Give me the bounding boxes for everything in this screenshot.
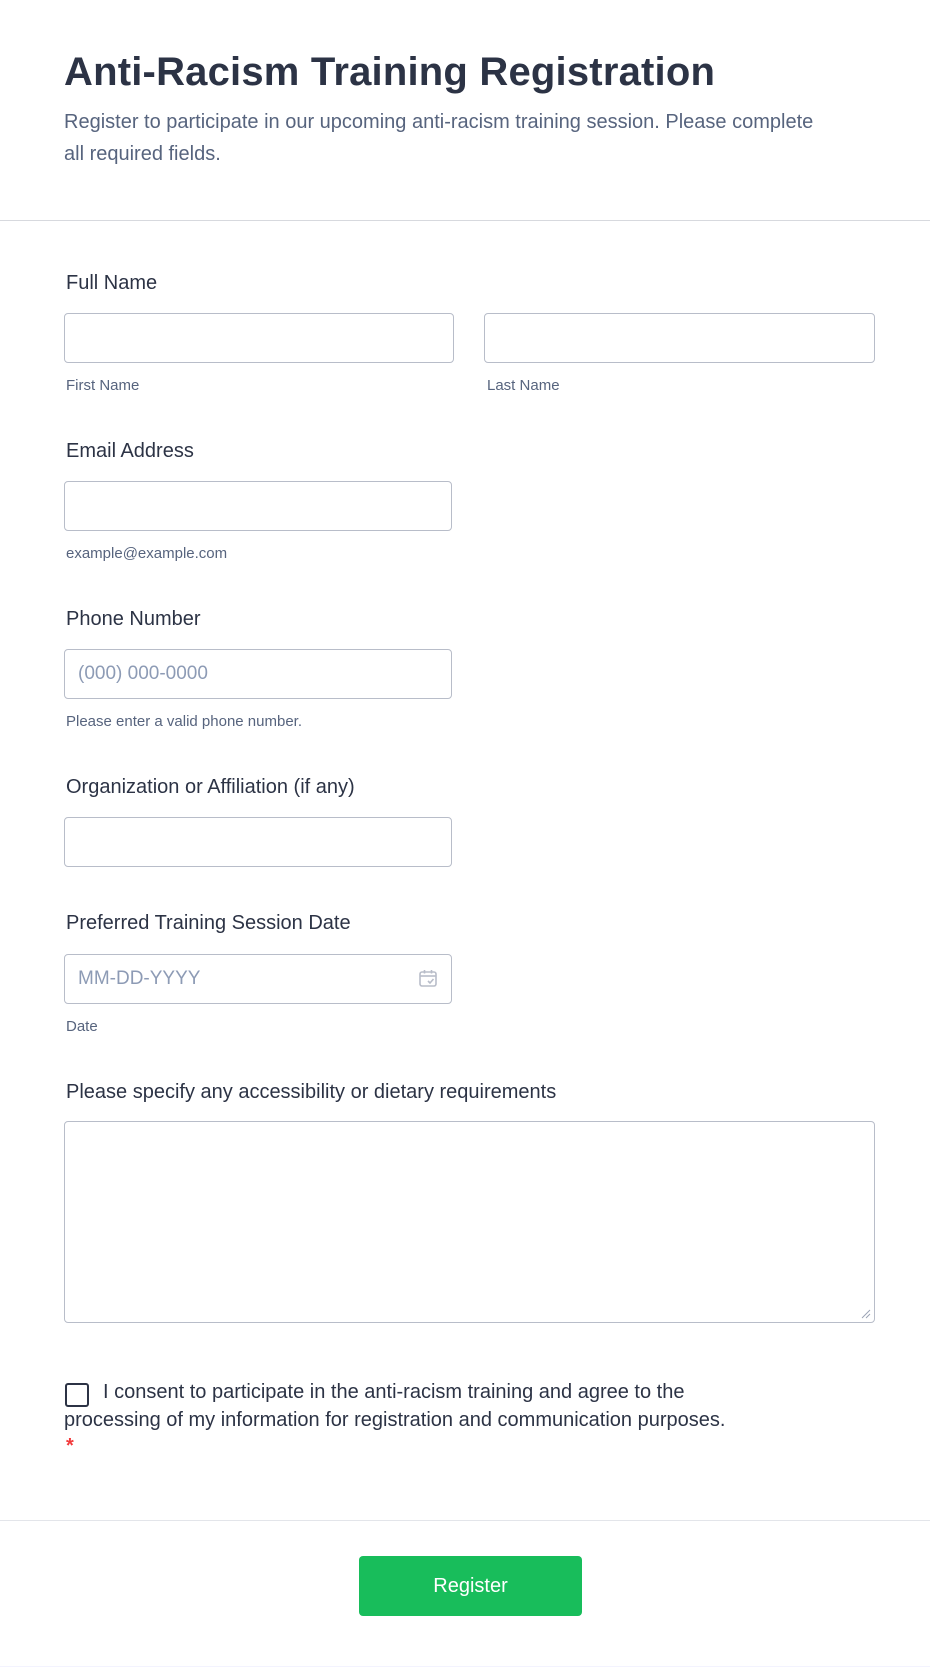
phone-label: Phone Number [66,608,201,630]
register-button[interactable]: Register [359,1556,582,1616]
required-asterisk: * [66,1435,74,1457]
session-date-label: Preferred Training Session Date [66,912,351,934]
email-sublabel: example@example.com [66,545,228,562]
email-label: Email Address [66,440,194,462]
last-name-sublabel: Last Name [487,377,560,394]
requirements-label: Please specify any accessibility or dietary requirements [66,1081,557,1103]
organization-input[interactable] [64,817,452,867]
session-date-input[interactable] [64,954,452,1004]
first-name-input[interactable] [64,313,454,363]
phone-sublabel: Please enter a valid phone number. [66,713,302,730]
requirements-textarea[interactable] [64,1121,875,1323]
form-title: Anti-Racism Training Registration [64,50,716,94]
last-name-input[interactable] [484,313,875,363]
form-subtitle: Register to participate in our upcoming anti-racism training session. Please complete all required fields. [64,111,814,165]
first-name-sublabel: First Name [66,377,140,394]
form-header [0,0,930,221]
consent-text: I consent to participate in the anti-racism training and agree to the processing of my information for registration and communication purposes. [64,1381,726,1431]
full-name-label: Full Name [66,272,158,294]
session-date-sublabel: Date [66,1018,98,1035]
calendar-icon[interactable] [418,968,438,988]
organization-label: Organization or Affiliation (if any) [66,776,355,798]
email-input[interactable] [64,481,452,531]
resize-grip-icon[interactable] [859,1307,871,1319]
phone-input[interactable] [64,649,452,699]
